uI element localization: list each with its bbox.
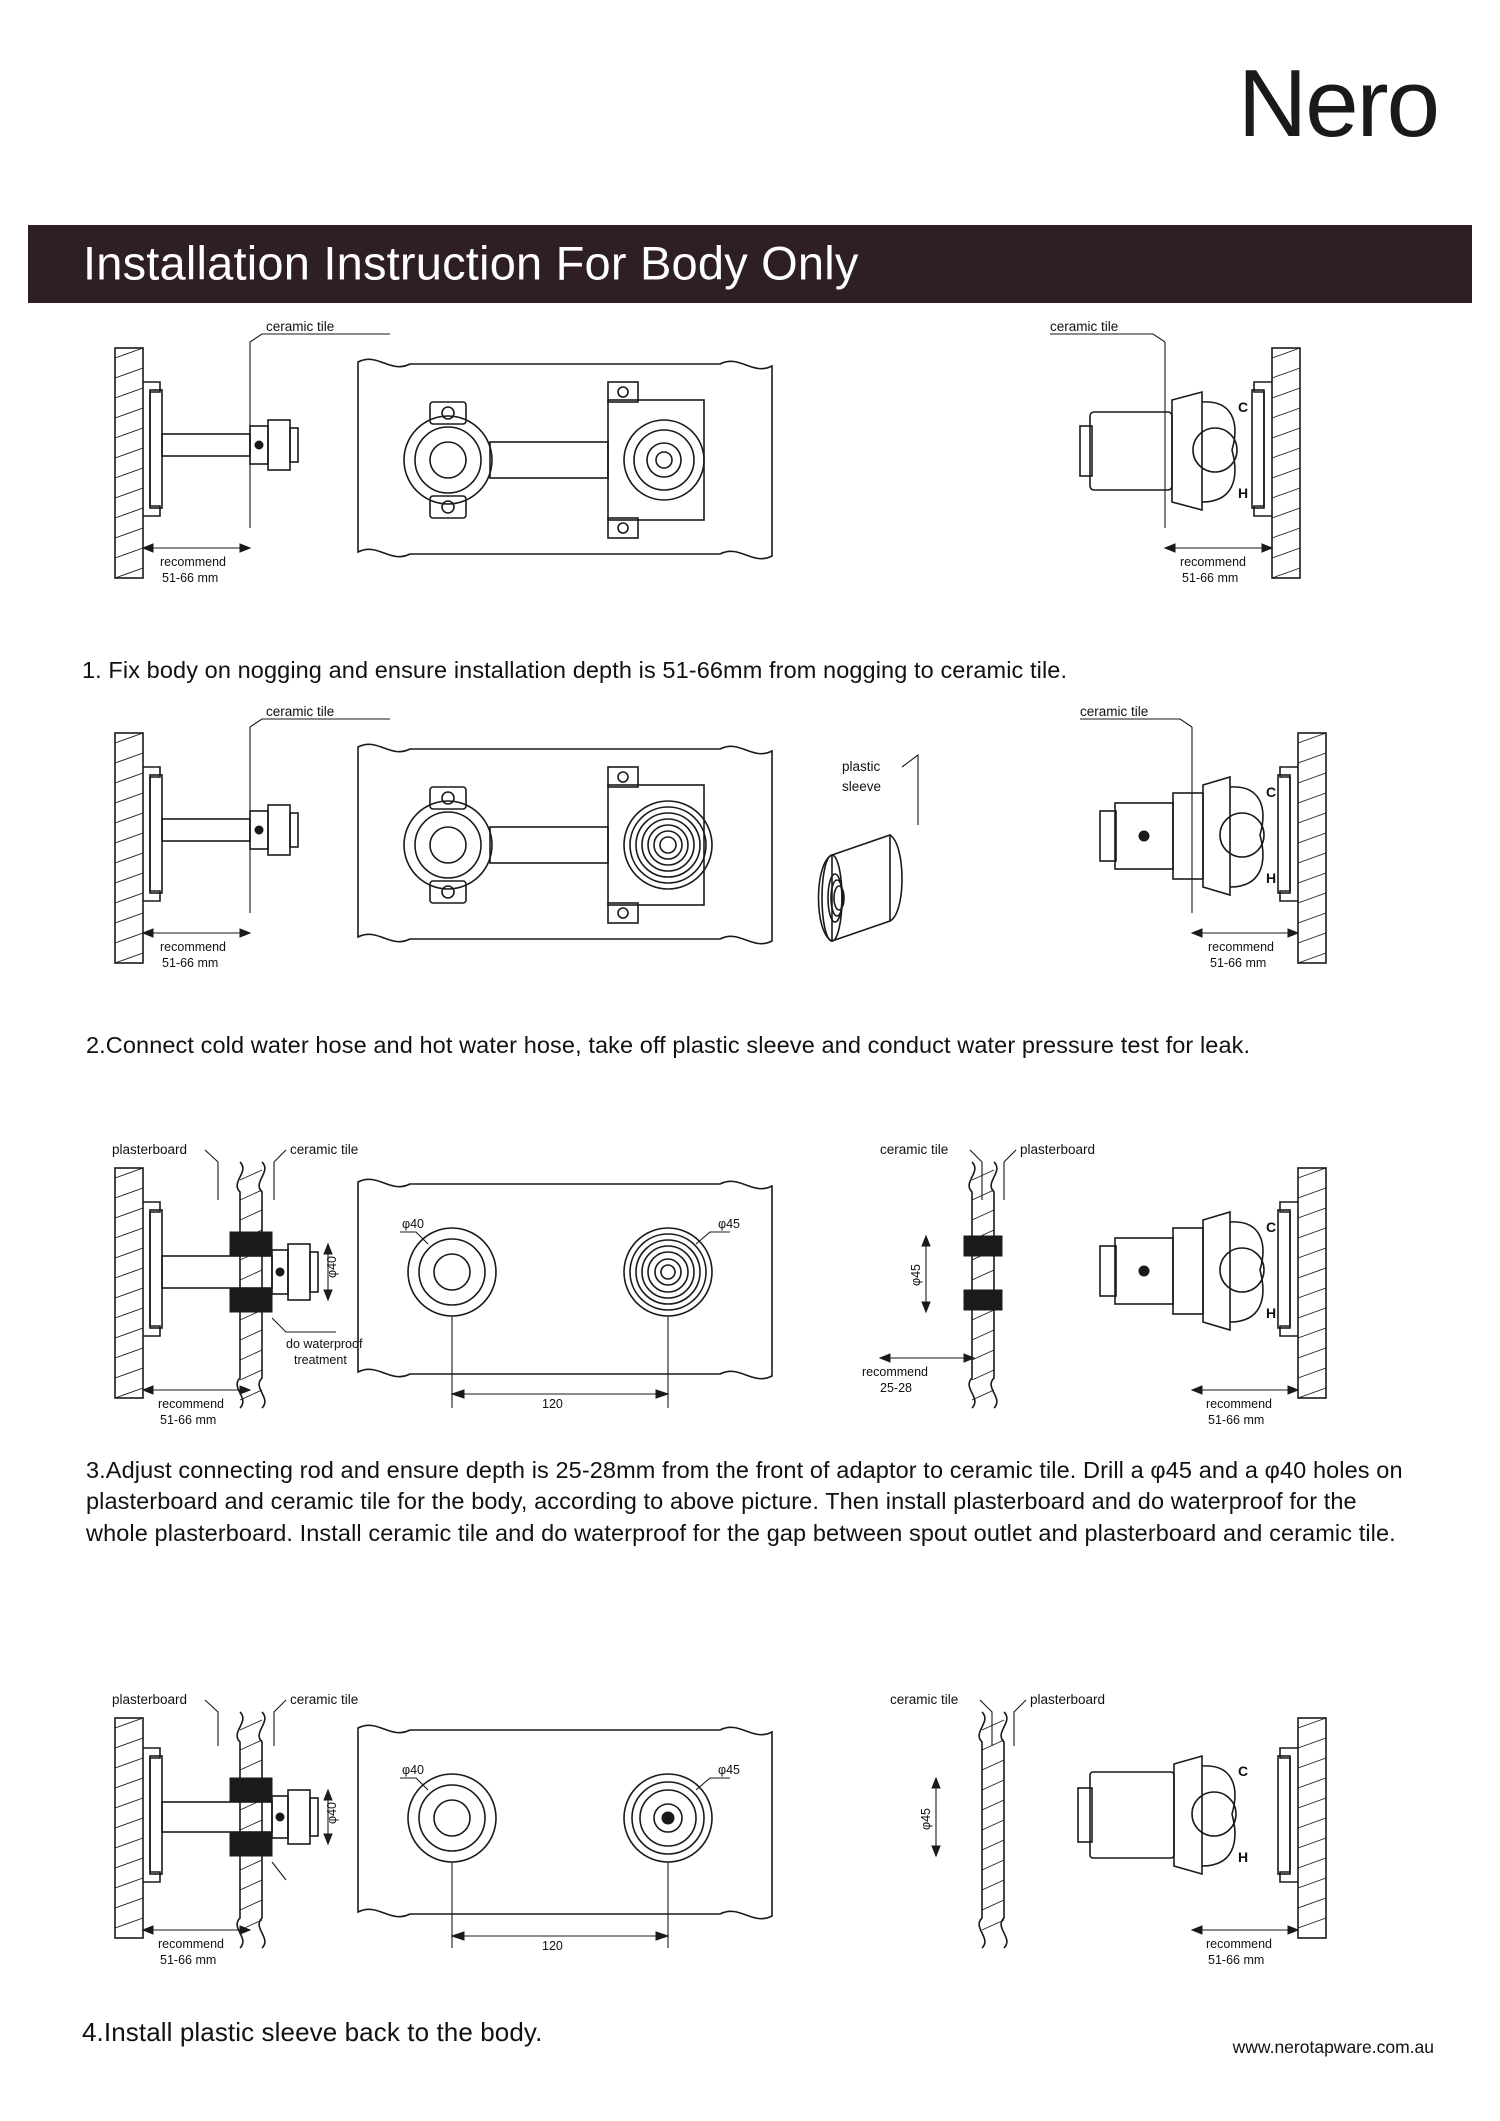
label-plasterboard-right-4: plasterboard bbox=[1030, 1692, 1106, 1707]
label-dia40-left-3: φ40 bbox=[325, 1255, 339, 1278]
footer-website-url: www.nerotapware.com.au bbox=[1232, 2037, 1434, 2057]
label-depth-2: 51-66 mm bbox=[162, 956, 219, 970]
label-hot-2: H bbox=[1266, 870, 1277, 886]
label-120-3: 120 bbox=[542, 1397, 563, 1411]
label-ceramic-tile-right-4: ceramic tile bbox=[890, 1692, 959, 1707]
label-hot-4: H bbox=[1238, 1849, 1249, 1865]
label-recommend-1: recommend bbox=[160, 555, 226, 569]
label-depth-1: 51-66 mm bbox=[162, 571, 219, 585]
label-recommend-4: recommend bbox=[158, 1937, 224, 1951]
label-plastic-line1: plastic bbox=[842, 759, 881, 774]
step-4-text: 4.Install plastic sleeve back to the body. bbox=[82, 2017, 543, 2047]
label-recommend-right-1: recommend bbox=[1180, 555, 1246, 569]
diagram-step-3 bbox=[90, 1140, 1430, 1460]
label-recommend-right-2: recommend bbox=[1208, 940, 1274, 954]
label-dia45-mid-3: φ45 bbox=[718, 1217, 741, 1231]
label-plasterboard-right-3: plasterboard bbox=[1020, 1142, 1096, 1157]
label-depth-25-28: 25-28 bbox=[880, 1381, 912, 1395]
step-3-text: 3.Adjust connecting rod and ensure depth is 25-28mm from the front of adaptor to ceramic tile. Drill a φ45 and a φ40 holes on plasterboard and ceramic tile for the body, according to above picture. Then install plasterboard and do waterproof for the whole plasterboard. Install ceramic tile and do waterproof for the gap between spout outlet and plasterboard and ceramic tile. bbox=[86, 1457, 1403, 1546]
page-title: Installation Instruction For Body Only bbox=[83, 236, 859, 290]
label-hot-3: H bbox=[1266, 1305, 1277, 1321]
diagram-step-2 bbox=[90, 704, 1430, 1025]
label-ceramic-tile-right-2: ceramic tile bbox=[1080, 704, 1149, 719]
label-cold-1: C bbox=[1238, 399, 1249, 415]
label-depth-4: 51-66 mm bbox=[160, 1953, 217, 1967]
brand-logo: Nero bbox=[1237, 50, 1438, 157]
label-depth-right-1: 51-66 mm bbox=[1182, 571, 1239, 585]
label-depth-right-2: 51-66 mm bbox=[1210, 956, 1267, 970]
label-plasterboard-3: plasterboard bbox=[112, 1142, 188, 1157]
label-dia40-left-4: φ40 bbox=[325, 1801, 339, 1824]
label-depth-3: 51-66 mm bbox=[160, 1413, 217, 1427]
label-dia40-mid-3: φ40 bbox=[402, 1217, 425, 1231]
step-1-text: 1. Fix body on nogging and ensure installation depth is 51-66mm from nogging to ceramic tile. bbox=[82, 657, 1068, 683]
step-2-text: 2.Connect cold water hose and hot water hose, take off plastic sleeve and conduct water pressure test for leak. bbox=[86, 1032, 1251, 1058]
label-recommend-3: recommend bbox=[158, 1397, 224, 1411]
label-recommend-right-3: recommend bbox=[1206, 1397, 1272, 1411]
label-plastic-line2: sleeve bbox=[842, 779, 882, 794]
label-ceramic-tile-right-1: ceramic tile bbox=[1050, 319, 1119, 334]
label-ceramic-tile-4: ceramic tile bbox=[290, 1692, 359, 1707]
label-waterproof-line2: treatment bbox=[294, 1353, 347, 1367]
label-depth-right-3: 51-66 mm bbox=[1208, 1413, 1265, 1427]
label-depth-right-4: 51-66 mm bbox=[1208, 1953, 1265, 1967]
label-dia40-mid-4: φ40 bbox=[402, 1763, 425, 1777]
label-dia45-right-4: φ45 bbox=[919, 1807, 933, 1830]
label-ceramic-tile-3: ceramic tile bbox=[290, 1142, 359, 1157]
label-120-4: 120 bbox=[542, 1939, 563, 1953]
label-ceramic-tile: ceramic tile bbox=[266, 319, 335, 334]
label-plasterboard-4: plasterboard bbox=[112, 1692, 188, 1707]
label-recommend-right-4: recommend bbox=[1206, 1937, 1272, 1951]
label-ceramic-tile-right-3: ceramic tile bbox=[880, 1142, 949, 1157]
label-waterproof-line1: do waterproof bbox=[286, 1337, 363, 1351]
label-recommend-25-28: recommend bbox=[862, 1365, 928, 1379]
label-dia45-mid-4: φ45 bbox=[718, 1763, 741, 1777]
label-dia45-right-3: φ45 bbox=[909, 1263, 923, 1286]
diagram-step-1 bbox=[90, 319, 1410, 640]
diagram-step-4 bbox=[90, 1690, 1430, 2000]
label-recommend-2: recommend bbox=[160, 940, 226, 954]
title-bar bbox=[28, 225, 1472, 303]
label-cold-4: C bbox=[1238, 1763, 1249, 1779]
label-hot-1: H bbox=[1238, 485, 1249, 501]
label-ceramic-tile-2: ceramic tile bbox=[266, 704, 335, 719]
label-cold-3: C bbox=[1266, 1219, 1277, 1235]
label-cold-2: C bbox=[1266, 784, 1277, 800]
